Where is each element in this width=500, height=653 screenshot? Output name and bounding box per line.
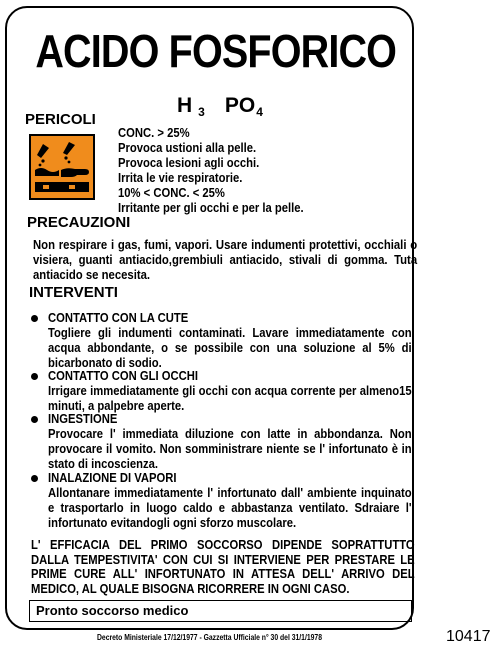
precauzioni-text: Non respirare i gas, fumi, vapori. Usare indumenti protettivi, occhiali o visiera, guanti antiacido,grembiuli antiacido, stivali di gomma. Tuta antiacido se necesita. [33, 238, 418, 282]
formula-element-h: H [177, 94, 193, 117]
formula-element-po: PO [224, 94, 256, 117]
product-code: 10417 [446, 628, 491, 645]
intervento-text: Irrigare immediatamente gli occhi con acqua corrente per almeno15 minuti, a palpebre aperte. [48, 384, 412, 413]
first-aid-warning: L' EFFICACIA DEL PRIMO SOCCORSO DIPENDE SOPRATTUTTO DALLA TEMPESTIVITA' CON CUI SI INTERVIENE PER PRESTARE LE PRIME CURE ALL' INFORTUNATO IN ATTESA DELL' ARRIVO DEL MEDICO, AL QUALE BISOGNA RICORRERE IN OGNI CASO. [31, 537, 415, 596]
corrosive-icon [29, 134, 95, 200]
hazard-line: Irritante per gli occhi e per la pelle. [118, 201, 304, 215]
intervento-text: Provocare l' immediata diluzione con latte in abbondanza. Non provocare il vomito. Non somministrare niente se l' infortunato è in stato di incoscienza. [48, 427, 412, 471]
bullet-icon [31, 416, 38, 423]
formula-subscript-4: 4 [256, 105, 263, 119]
precauzioni-heading: PRECAUZIONI [27, 214, 131, 231]
bullet-icon [31, 475, 38, 482]
chemical-formula [177, 94, 263, 118]
interventi-heading: INTERVENTI [29, 284, 118, 301]
formula-subscript-3: 3 [198, 105, 205, 119]
intervento-text: Togliere gli indumenti contaminati. Lavare immediatamente con acqua abbondante, o se possibile con una soluzione al 5% di bicarbonato di sodio. [48, 326, 412, 370]
decree-reference: Decreto Ministeriale 17/12/1977 - Gazzetta Ufficiale n° 30 del 31/1/1978 [97, 633, 322, 642]
pericoli-heading: PERICOLI [25, 111, 96, 128]
intervento-heading: CONTATTO CON LA CUTE [48, 311, 189, 325]
hazard-line: 10% < CONC. < 25% [118, 186, 225, 200]
hazard-line: Provoca ustioni alla pelle. [118, 141, 257, 155]
hazard-line: Irrita le vie respiratorie. [118, 171, 243, 185]
intervento-heading: CONTATTO CON GLI OCCHI [48, 369, 199, 383]
sign-title: ACIDO FOSFORICO [35, 25, 397, 77]
hazard-statements [118, 126, 406, 216]
intervento-text: Allontanare immediatamente l' infortunato dall' ambiente inquinato e trasportarlo in luogo caldo e abbastanza ventilato. Sdraiare l' infortunato evitandogli ogni sforzo muscolare. [48, 486, 412, 530]
hazard-line: Provoca lesioni agli occhi. [118, 156, 260, 170]
intervento-heading: INGESTIONE [48, 412, 118, 426]
safety-sign [5, 6, 418, 642]
medic-label: Pronto soccorso medico [36, 603, 189, 618]
medic-box [29, 600, 412, 622]
intervento-heading: INALAZIONE DI VAPORI [48, 471, 177, 485]
bullet-icon [31, 315, 38, 322]
bullet-icon [31, 373, 38, 380]
hazard-line: CONC. > 25% [118, 126, 190, 140]
